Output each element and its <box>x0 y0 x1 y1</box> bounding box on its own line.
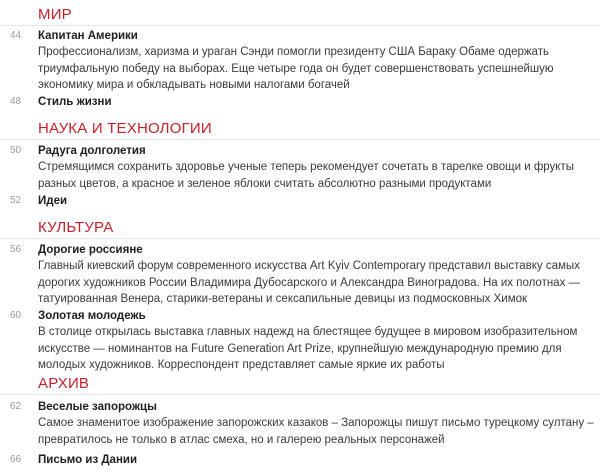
article-description: Самое знаменитое изображение запорожских казаков – Запорожцы пишут письмо турецкому султану – превратилось не только в атлас смеха, но и галерею реальных персонажей <box>38 417 594 446</box>
section-title-culture: КУЛЬТУРА <box>38 219 114 236</box>
section-title-science: НАУКА И ТЕХНОЛОГИИ <box>38 120 212 137</box>
page-number: 44 <box>10 30 22 41</box>
article-title-link[interactable]: Радуга долголетия <box>38 145 146 157</box>
section-divider <box>0 394 600 395</box>
section-divider <box>0 238 600 239</box>
article-title-link[interactable]: Веселые запорожцы <box>38 401 157 413</box>
article-description: Профессионализм, харизма и ураган Сэнди помогли президенту США Бараку Обаме одержать триумфальную победу на выборах. Еще четыре года он будет совершенствовать успешнейшую экономику мира и обкладывать новыми налогами богачей <box>38 46 554 91</box>
page-number: 52 <box>10 195 22 206</box>
article-title-link[interactable]: Письмо из Дании <box>38 454 138 466</box>
page-number: 66 <box>10 454 22 465</box>
article-description: В столице открылась выставка главных надежд на блестящее будущее в мировом изобразительном искусстве — номинантов на Future Generation Art Prize, крупнейшую международную премию для молодых художников. Корреспондент представляет самые яркие их работы <box>38 326 578 371</box>
article-title-link[interactable]: Дорогие россияне <box>38 244 143 256</box>
article-description: Главный киевский форум современного искусства Art Kyiv Contemporary представил выставку самых дорогих художников России Владимира Дубосарского и Александра Виноградова. На их полотнах — татуированная Венера, старики-ветераны и сексапильные девицы из подмосковных Химок <box>38 260 581 305</box>
article-description: Стремящимся сохранить здоровье ученые теперь рекомендует сочетать в тарелке овощи и фрукты разных цветов, а красное и зеленое яблоки считать абсолютно разными продуктами <box>38 161 574 190</box>
article-title-link[interactable]: Золотая молодежь <box>38 310 146 322</box>
section-divider <box>0 139 600 140</box>
page-number: 60 <box>10 310 22 321</box>
page-number: 48 <box>10 96 22 107</box>
section-divider <box>0 25 600 26</box>
article-title-link[interactable]: Стиль жизни <box>38 96 112 108</box>
page-number: 50 <box>10 145 22 156</box>
section-title-world: МИР <box>38 6 72 23</box>
page-number: 62 <box>10 401 22 412</box>
article-title-link[interactable]: Капитан Америки <box>38 30 138 42</box>
section-title-archive: АРХИВ <box>38 375 90 392</box>
article-title-link[interactable]: Идеи <box>38 195 68 207</box>
page-number: 56 <box>10 244 22 255</box>
